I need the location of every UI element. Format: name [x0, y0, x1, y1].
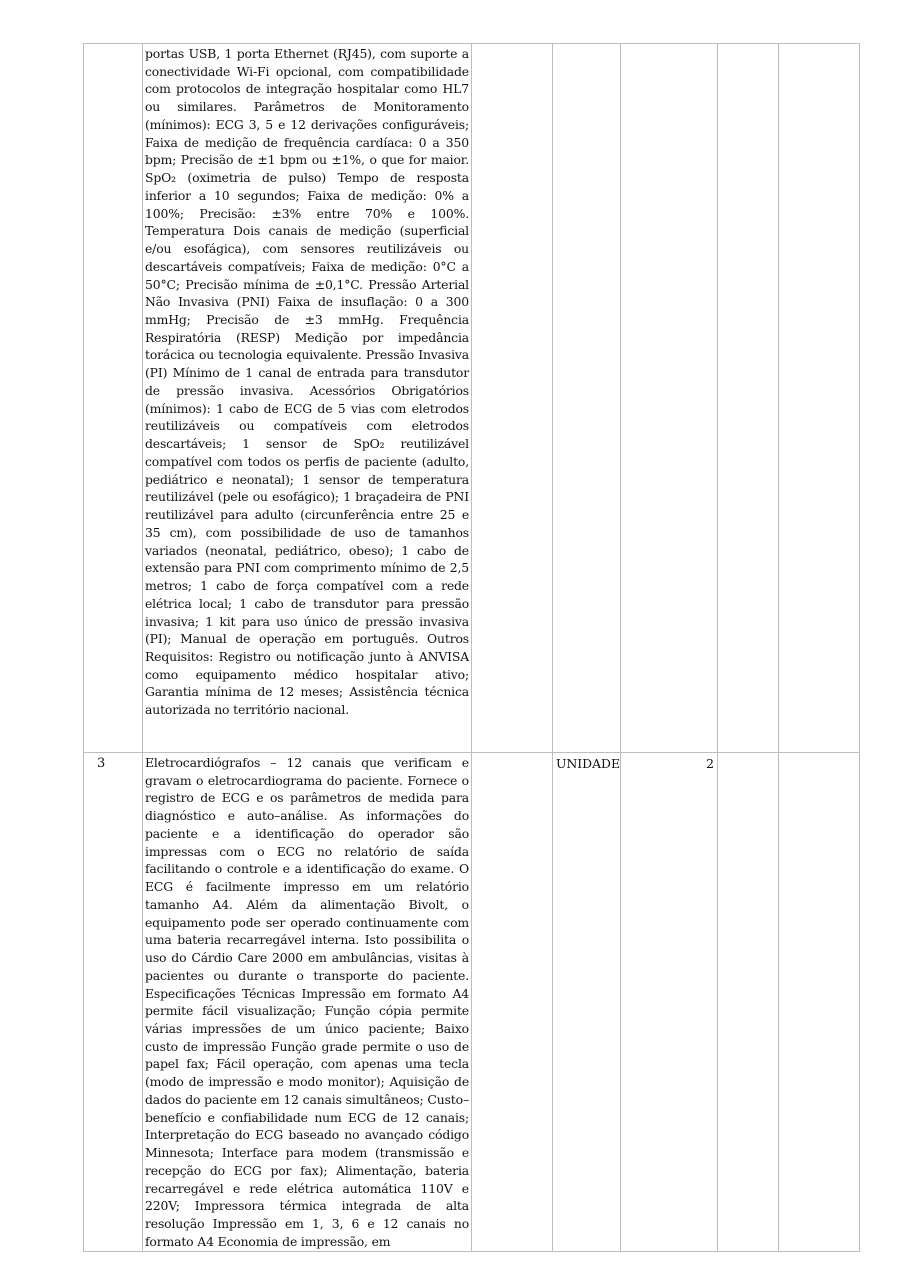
item-unit-cell: UNIDADE: [553, 753, 621, 1252]
item-description: portas USB, 1 porta Ethernet (RJ45), com suporte a conectividade Wi-Fi opcional, com compatibilidade com protocolos de integração hospitalar como HL7 ou similares. Parâmetros de Monitoramento (mínimos): ECG 3, 5 e 12 derivações configuráveis; Faixa de medição de frequência cardíaca: 0 a 350 bpm; Precisão de ±1 bpm ou ±1%, o que for maior. SpO₂ (oximetria de pulso) Tempo de resposta inferior a 10 segundos; Faixa de medição: 0% a 100%; Precisão: ±3% entre 70% e 100%. Temperatura Dois canais de medição (superficial e/ou esofágica), com sensores reutilizáveis ou descartáveis compatíveis; Faixa de medição: 0°C a 50°C; Precisão mínima de ±0,1°C. Pressão Arterial Não Invasiva (PNI) Faixa de insuflação: 0 a 300 mmHg; Precisão de ±3 mmHg. Frequência Respiratória (RESP) Medição por impedância torácica ou tecnologia equivalente. Pressão Invasiva (PI) Mínimo de 1 canal de entrada para transdutor de pressão invasiva. Acessórios Obrigatórios (mínimos): 1 cabo de ECG de 5 vias com eletrodos reutilizáveis ou compatíveis com eletrodos descartáveis; 1 sensor de SpO₂ reutilizável compatível com todos os perfis de paciente (adulto, pediátrico e neonatal); 1 sensor de temperatura reutilizável (pele ou esofágico); 1 braçadeira de PNI reutilizável para adulto (circunferência entre 25 e 35 cm), com possibilidade de uso de tamanhos variados (neonatal, pediátrico, obeso); 1 cabo de extensão para PNI com comprimento mínimo de 2,5 metros; 1 cabo de força compatível com a rede elétrica local; 1 cabo de transdutor para pressão invasiva; 1 kit para uso único de pressão invasiva (PI); Manual de operação em português. Outros Requisitos: Registro ou notificação junto à ANVISA como equipamento médico hospitalar ativo; Garantia mínima de 12 meses; Assistência técnica autorizada no território nacional.: [145, 46, 469, 718]
item-number-cell: [84, 44, 143, 753]
table-row: [84, 44, 860, 753]
item-description: Eletrocardiógrafos – 12 canais que verificam e gravam o eletrocardiograma do paciente. Fornece o registro de ECG e os parâmetros de medida para diagnóstico e auto–análise. As informações do paciente e a identificação do operador são impressas com o ECG no relatório de saída facilitando o controle e a identificação do exame. O ECG é facilmente impresso em um relatório tamanho A4. Além da alimentação Bivolt, o equipamento pode ser operado continuamente com uma bateria recarregável interna. Isto possibilita o uso do Cárdio Care 2000 em ambulâncias, visitas à pacientes ou durante o transporte do paciente. Especificações Técnicas Impressão em formato A4 permite fácil visualização; Função cópia permite várias impressões de um único paciente; Baixo custo de impressão Função grade permite o uso de papel fax; Fácil operação, com apenas uma tecla (modo de impressão e modo monitor); Aquisição de dados do paciente em 12 canais simultâneos; Custo–benefício e confiabilidade num ECG de 12 canais; Interpretação do ECG baseado no avançado código Minnesota; Interface para modem (transmissão e recepção do ECG por fax); Alimentação, bateria recarregável e rede elétrica automática 110V e 220V; Impressora térmica integrada de alta resolução Impressão em 1, 3, 6 e 12 canais no formato A4 Economia de impressão, em: [145, 755, 469, 1249]
empty-cell: [779, 44, 860, 753]
empty-cell: [779, 753, 860, 1252]
item-quantity-cell: 2: [621, 753, 718, 1252]
item-unit-cell: [553, 44, 621, 753]
item-description-cell: [143, 44, 472, 753]
empty-cell: [472, 44, 553, 753]
items-table: [83, 43, 860, 1252]
empty-cell: [718, 753, 779, 1252]
item-description-cell: [143, 753, 472, 1252]
empty-cell: [718, 44, 779, 753]
item-quantity-cell: [621, 44, 718, 753]
table-row: [84, 753, 860, 1252]
empty-cell: [472, 753, 553, 1252]
item-number-cell: 3: [84, 753, 143, 1252]
